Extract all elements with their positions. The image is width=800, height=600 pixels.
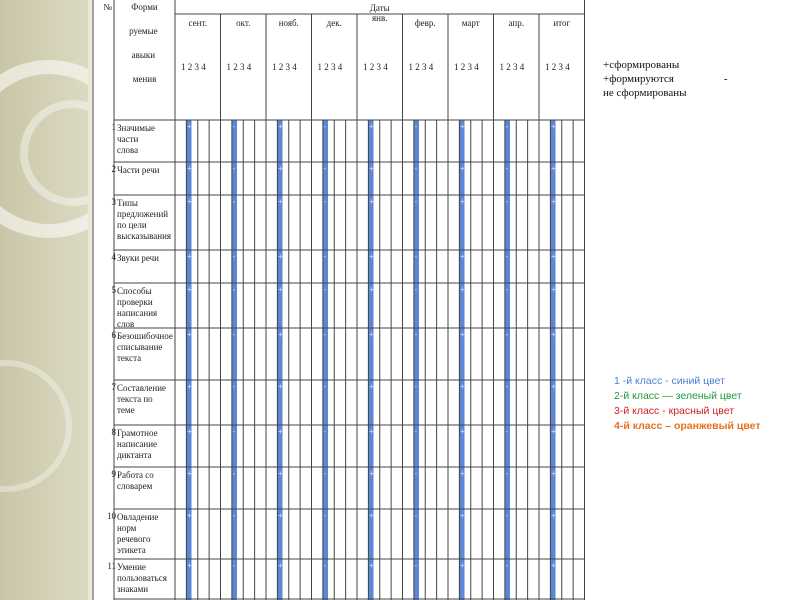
assessment-mark: +	[551, 511, 556, 520]
month-bar	[460, 120, 465, 600]
legend-forming	[603, 72, 728, 86]
assessment-mark: -	[232, 164, 236, 173]
assessment-mark: +	[369, 382, 374, 391]
month-label: нояб.	[278, 18, 299, 28]
month-label: сент.	[188, 18, 207, 28]
row-number: 1	[111, 122, 116, 132]
legend-dash: -	[723, 73, 728, 85]
assessment-mark: -	[232, 122, 236, 131]
dates-header: Даты	[369, 3, 390, 13]
assessment-mark: +	[187, 252, 192, 261]
assessment-mark: -	[505, 469, 509, 478]
assessment-mark: -	[232, 330, 236, 339]
month-label: дек.	[326, 18, 342, 28]
assessment-mark: +	[369, 469, 374, 478]
assessment-mark: -	[505, 252, 509, 261]
assessment-mark: +	[278, 330, 283, 339]
assessment-mark: +	[187, 164, 192, 173]
row-skill: Овладение норм речевого этикета	[117, 512, 159, 555]
class-2-label: 2-й класс — зеленый цвет	[614, 390, 742, 402]
assessment-mark: +	[460, 561, 465, 570]
month-label: окт.	[236, 18, 251, 28]
assessment-mark: +	[278, 122, 283, 131]
assessment-mark: +	[551, 164, 556, 173]
assessment-mark: +	[278, 469, 283, 478]
assessment-mark: +	[187, 561, 192, 570]
assessment-mark: -	[323, 330, 327, 339]
row-skill: Умение пользоваться знаками	[117, 562, 167, 594]
row-number: 11	[107, 561, 116, 571]
assessment-mark: -	[232, 285, 236, 294]
assessment-mark: -	[232, 252, 236, 261]
assessment-mark: +	[369, 427, 374, 436]
week-numbers: 1 2 3 4	[408, 62, 434, 72]
month-bar	[187, 120, 192, 600]
assessment-mark: -	[414, 511, 418, 520]
assessment-mark: -	[505, 561, 509, 570]
assessment-mark: -	[505, 164, 509, 173]
month-bar	[278, 120, 283, 600]
assessment-mark: +	[278, 511, 283, 520]
legend-forming-label: +формируются	[603, 73, 674, 85]
assessment-mark: +	[369, 252, 374, 261]
assessment-mark: -	[323, 427, 327, 436]
assessment-mark: +	[460, 427, 465, 436]
assessment-mark: +	[278, 427, 283, 436]
assessment-mark: +	[460, 511, 465, 520]
assessment-mark: -	[505, 330, 509, 339]
assessment-mark: -	[414, 561, 418, 570]
assessment-mark: -	[232, 427, 236, 436]
assessment-mark: +	[551, 330, 556, 339]
assessment-mark: -	[414, 197, 418, 206]
assessment-mark: -	[323, 252, 327, 261]
row-number: 6	[111, 330, 116, 340]
assessment-mark: -	[414, 122, 418, 131]
row-skill: Значимые части слова	[117, 123, 156, 155]
assessment-mark: +	[460, 197, 465, 206]
num-header: №	[103, 2, 112, 12]
assessment-mark: -	[323, 122, 327, 131]
assessment-mark: -	[323, 382, 327, 391]
assessment-mark: +	[460, 164, 465, 173]
month-bar	[551, 120, 556, 600]
assessment-mark: +	[551, 285, 556, 294]
month-label: апр.	[508, 18, 524, 28]
row-number: 3	[111, 197, 116, 207]
assessment-mark: +	[187, 469, 192, 478]
assessment-mark: +	[187, 122, 192, 131]
row-number: 2	[111, 164, 116, 174]
month-label: итог	[553, 18, 571, 28]
assessment-mark: -	[505, 511, 509, 520]
class-3-label: 3-й класс - красный цвет	[614, 405, 735, 417]
month-label: февр.	[414, 18, 436, 28]
skills-header: Форми руемые авыки мения	[129, 2, 160, 84]
row-skill: Грамотное написание диктанта	[117, 428, 158, 460]
assessment-mark: -	[414, 382, 418, 391]
assessment-mark: +	[551, 122, 556, 131]
assessment-mark: +	[460, 122, 465, 131]
month-bar	[369, 120, 374, 600]
row-number: 4	[111, 252, 116, 262]
assessment-mark: -	[414, 285, 418, 294]
assessment-mark: -	[505, 285, 509, 294]
assessment-mark: -	[232, 561, 236, 570]
row-number: 8	[111, 427, 116, 437]
assessment-mark: +	[460, 285, 465, 294]
assessment-mark: +	[460, 252, 465, 261]
assessment-mark: +	[551, 197, 556, 206]
assessment-mark: +	[278, 285, 283, 294]
week-numbers: 1 2 3 4	[181, 62, 206, 72]
row-skill: Безошибочное списывание текста	[117, 331, 173, 363]
assessment-mark: +	[551, 382, 556, 391]
assessment-mark: +	[187, 511, 192, 520]
assessment-mark: -	[414, 252, 418, 261]
assessment-mark: +	[551, 252, 556, 261]
assessment-mark: +	[369, 164, 374, 173]
class-4-label: 4-й класс – оранжевый цвет	[614, 420, 761, 432]
month-label: март	[461, 18, 480, 28]
assessment-mark: -	[232, 511, 236, 520]
row-skill: Звуки речи	[117, 253, 160, 263]
assessment-mark: +	[369, 197, 374, 206]
assessment-mark: -	[323, 285, 327, 294]
assessment-mark: +	[278, 561, 283, 570]
assessment-mark: +	[187, 330, 192, 339]
row-skill: Составление текста по теме	[117, 383, 167, 415]
assessment-mark: -	[323, 561, 327, 570]
assessment-mark: -	[505, 122, 509, 131]
assessment-mark: -	[323, 469, 327, 478]
assessment-mark: -	[414, 469, 418, 478]
assessment-mark: -	[232, 469, 236, 478]
week-numbers: 1 2 3 4	[272, 62, 297, 72]
assessment-mark: +	[369, 285, 374, 294]
assessment-mark: -	[232, 197, 236, 206]
row-number: 9	[111, 469, 116, 479]
assessment-mark: -	[414, 330, 418, 339]
assessment-mark: +	[551, 561, 556, 570]
assessment-mark: -	[505, 197, 509, 206]
assessment-mark: -	[323, 511, 327, 520]
row-number: 7	[111, 382, 116, 392]
assessment-mark: +	[369, 330, 374, 339]
assessment-mark: -	[414, 164, 418, 173]
assessment-mark: -	[323, 197, 327, 206]
assessment-mark: -	[323, 164, 327, 173]
month-bar	[232, 120, 237, 600]
assessment-mark: +	[369, 511, 374, 520]
assessment-mark: +	[369, 561, 374, 570]
month-bar	[323, 120, 328, 600]
row-skill: Работа со словарем	[117, 470, 154, 491]
skills-table	[92, 0, 592, 600]
class-color-legend	[614, 374, 764, 434]
month-bar	[505, 120, 510, 600]
assessment-mark: +	[460, 382, 465, 391]
month-bar	[414, 120, 419, 600]
week-numbers: 1 2 3 4	[363, 62, 388, 72]
assessment-mark: +	[187, 197, 192, 206]
assessment-mark: +	[187, 285, 192, 294]
assessment-mark: +	[551, 469, 556, 478]
row-skill: Типы предложений по цели высказывания	[117, 198, 172, 241]
marks-legend	[603, 58, 728, 100]
week-numbers: 1 2 3 4	[317, 62, 343, 72]
assessment-mark: -	[232, 382, 236, 391]
assessment-mark: +	[278, 252, 283, 261]
assessment-mark: +	[460, 330, 465, 339]
assessment-mark: +	[551, 427, 556, 436]
assessment-mark: +	[187, 382, 192, 391]
assessment-mark: -	[505, 427, 509, 436]
week-numbers: 1 2 3 4	[545, 62, 570, 72]
row-number: 5	[111, 285, 116, 295]
week-numbers: 1 2 3 4	[226, 62, 252, 72]
assessment-mark: -	[505, 382, 509, 391]
week-numbers: 1 2 3 4	[499, 62, 525, 72]
class-1-label: 1 -й класс - синий цвет	[614, 375, 725, 387]
row-number: 10	[107, 511, 116, 521]
assessment-mark: +	[278, 164, 283, 173]
assessment-mark: +	[187, 427, 192, 436]
assessment-mark: -	[414, 427, 418, 436]
row-skill: Части речи	[117, 165, 160, 175]
decorative-ring	[0, 360, 72, 492]
week-numbers: 1 2 3 4	[454, 62, 479, 72]
assessment-mark: +	[460, 469, 465, 478]
decorative-background	[0, 0, 90, 600]
legend-not-formed: не сформированы	[603, 87, 687, 99]
month-label: янв.	[372, 13, 388, 23]
assessment-mark: +	[369, 122, 374, 131]
assessment-mark: +	[278, 197, 283, 206]
assessment-mark: +	[278, 382, 283, 391]
legend-formed: +сформированы	[603, 59, 680, 71]
row-skill: Способы проверки написания слов	[117, 286, 158, 329]
